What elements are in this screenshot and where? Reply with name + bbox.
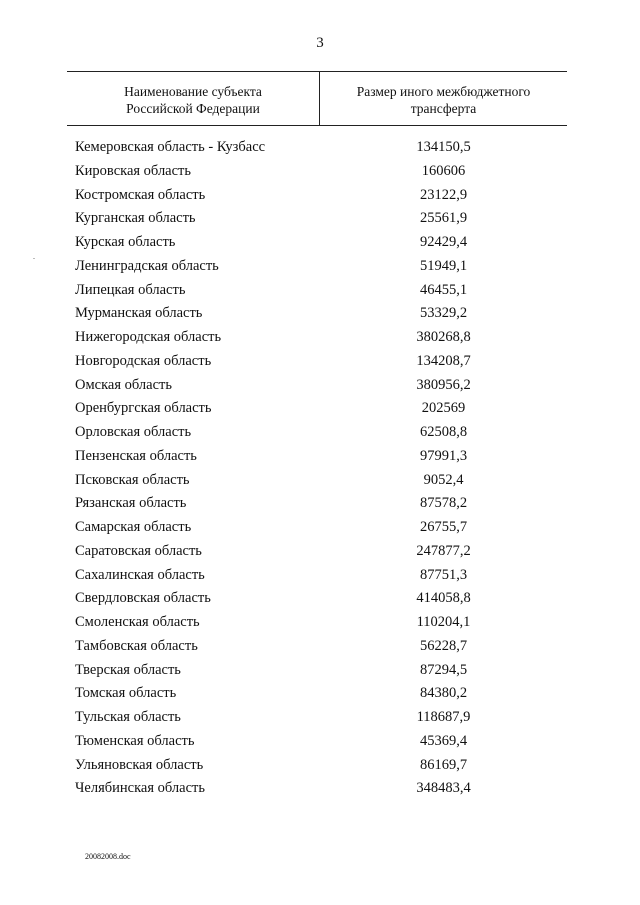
transfer-amount-cell: 87578,2 (419, 495, 468, 512)
table-row (0, 137, 640, 161)
subject-name-cell: Рязанская область (75, 495, 187, 512)
table-row (0, 707, 640, 731)
header-subject-name-line: Наименование субъекта (124, 84, 262, 99)
transfer-amount-cell: 202569 (421, 400, 466, 417)
subject-name-cell: Томская область (75, 685, 177, 702)
subject-name-cell: Тульская область (75, 709, 181, 725)
table-row (0, 755, 640, 779)
transfer-amount-cell: 25561,9 (419, 210, 468, 227)
subject-name-cell: Тверская область (75, 661, 181, 678)
subject-name-cell: Новгородская область (75, 352, 212, 369)
footer-file-name: 20082008.doc (85, 852, 131, 861)
subject-name-cell: Псковская область (75, 471, 190, 488)
table-row (0, 541, 640, 565)
subject-name-cell: Самарская область (75, 519, 192, 535)
subject-name-cell: Ульяновская область (75, 756, 204, 773)
table-row (0, 565, 640, 589)
table-row (0, 375, 640, 399)
table-row (0, 280, 640, 304)
transfer-amount-cell: 26755,7 (419, 519, 468, 535)
table-row (0, 256, 640, 280)
table-row (0, 612, 640, 636)
table-row (0, 493, 640, 517)
subject-name-cell: Курская область (75, 234, 176, 250)
table-row (0, 588, 640, 612)
subject-name-cell: Пензенская область (75, 447, 197, 464)
transfer-amount-cell: 92429,4 (419, 234, 468, 250)
subject-name-cell: Костромская область (75, 186, 206, 203)
table-row (0, 446, 640, 470)
subject-name-cell: Тамбовская область (75, 637, 198, 654)
table-row (0, 683, 640, 707)
transfer-amount-cell: 110204,1 (416, 614, 471, 630)
transfer-amount-cell: 348483,4 (416, 780, 471, 797)
transfer-amount-cell: 380268,8 (416, 329, 471, 345)
transfer-amount-cell: 84380,2 (419, 685, 468, 702)
transfer-amount-cell: 9052,4 (423, 471, 464, 488)
transfer-amount-cell: 87294,5 (419, 661, 468, 678)
subject-name-cell: Кировская область (75, 162, 192, 179)
header-subject-name (67, 83, 319, 117)
table-row (0, 660, 640, 684)
transfer-amount-cell: 87751,3 (419, 566, 468, 583)
subject-name-cell: Орловская область (75, 424, 192, 440)
table-top-rule (67, 71, 567, 72)
table-header-bottom-rule (67, 125, 567, 126)
header-transfer-amount-line: трансферта (410, 101, 477, 116)
table-row (0, 185, 640, 209)
table-row (0, 398, 640, 422)
table-row (0, 208, 640, 232)
transfer-amount-cell: 56228,7 (419, 637, 468, 654)
header-transfer-amount-line: Размер иного межбюджетного (356, 84, 531, 99)
subject-name-cell: Липецкая область (75, 281, 186, 298)
table-row (0, 731, 640, 755)
subject-name-cell: Оренбургская область (75, 400, 212, 417)
subject-name-cell: Кемеровская область - Кузбасс (75, 139, 266, 155)
transfer-amount-cell: 62508,8 (419, 424, 468, 440)
transfer-amount-cell: 86169,7 (419, 756, 468, 773)
header-subject-name-line: Российской Федерации (126, 101, 260, 116)
table-row (0, 778, 640, 802)
transfer-amount-cell: 247877,2 (416, 542, 471, 559)
header-transfer-amount (320, 83, 567, 117)
subject-name-cell: Омская область (75, 376, 172, 393)
table-row (0, 351, 640, 375)
subject-name-cell: Челябинская область (75, 780, 205, 797)
transfer-amount-cell: 414058,8 (416, 590, 471, 607)
transfer-amount-cell: 23122,9 (419, 186, 468, 203)
table-row (0, 303, 640, 327)
transfer-amount-cell: 97991,3 (419, 447, 468, 464)
subject-name-cell: Курганская область (75, 210, 196, 227)
table-row (0, 470, 640, 494)
table-body (0, 137, 640, 802)
table-row (0, 636, 640, 660)
subject-name-cell: Саратовская область (75, 542, 202, 559)
subject-name-cell: Сахалинская область (75, 566, 205, 583)
subject-name-cell: Мурманская область (75, 305, 203, 322)
table-row (0, 327, 640, 351)
subject-name-cell: Свердловская область (75, 590, 211, 607)
transfer-amount-cell: 53329,2 (419, 305, 468, 322)
transfer-amount-cell: 45369,4 (419, 732, 468, 749)
transfer-amount-cell: 134208,7 (416, 352, 471, 369)
subject-name-cell: Ленинградская область (75, 257, 219, 274)
transfer-amount-cell: 160606 (421, 162, 466, 179)
transfer-amount-cell: 46455,1 (419, 281, 468, 298)
transfer-amount-cell: 134150,5 (416, 139, 471, 155)
page-number: 3 (316, 35, 324, 51)
table-row (0, 161, 640, 185)
transfer-amount-cell: 380956,2 (416, 376, 471, 393)
table-row (0, 517, 640, 541)
table-row (0, 422, 640, 446)
subject-name-cell: Смоленская область (75, 614, 200, 630)
table-row (0, 232, 640, 256)
subject-name-cell: Тюменская область (75, 732, 195, 749)
transfer-amount-cell: 51949,1 (419, 257, 468, 274)
transfer-amount-cell: 118687,9 (416, 709, 471, 725)
subject-name-cell: Нижегородская область (75, 329, 222, 345)
